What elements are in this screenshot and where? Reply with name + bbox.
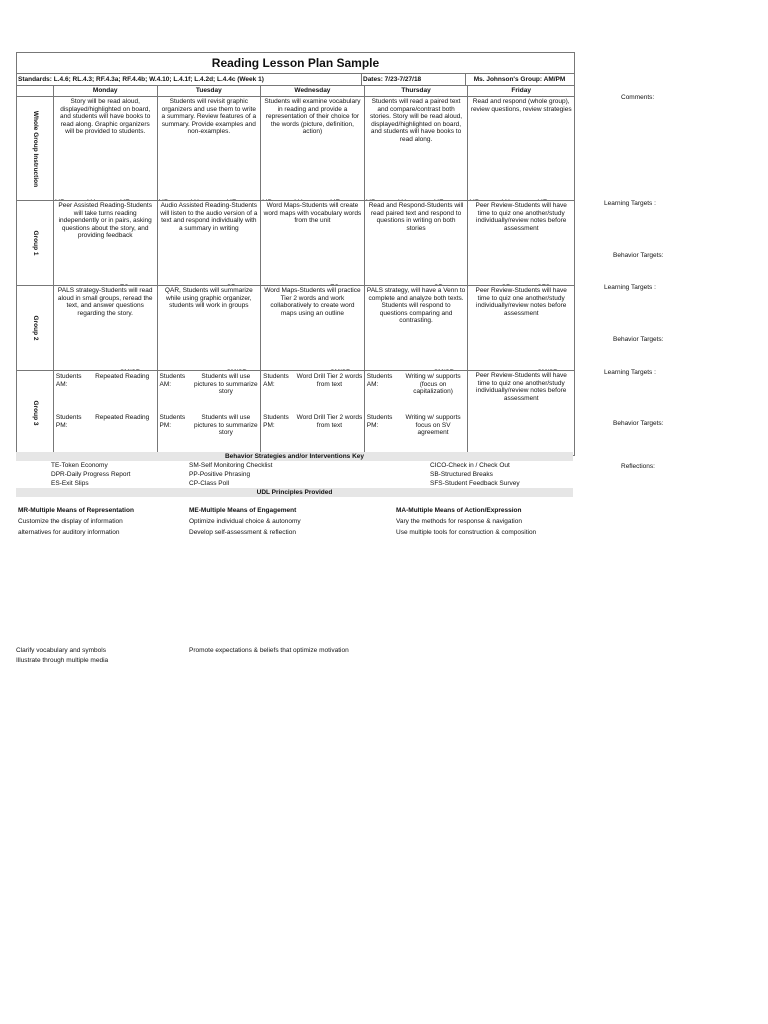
g1-thursday: Read and Respond-Students will read paired text and respond to questions in writing on both stories [365, 201, 469, 285]
g1-friday: Peer Review-Students will have time to quiz one another/study individually/review notes before assessment [475, 202, 567, 232]
behavior-key: Behavior Strategies and/or Interventions Key TE-Token Economy SM-Self Monitoring Checklist CICO-Check in / Check Out DPR-Daily Progress Report PP-Positive Phrasing SB-Structured Breaks ES-Exit Slips CP-Class Poll SFS-Student Feedback Survey UDL Principles Provided [16, 452, 573, 497]
page-title: Reading Lesson Plan Sample [17, 53, 574, 74]
behavior-targets-g2: Behavior Targets: [613, 336, 664, 343]
row-label-group-1: Group 1 [17, 201, 54, 285]
key-title: Behavior Strategies and/or Interventions Key [16, 452, 573, 461]
lesson-plan-table [16, 52, 575, 456]
g2-thursday: PALS strategy, will have a Venn to complete and analyze both texts. Students will respond to questions comparing and contrasting. [365, 286, 469, 370]
standards-cell: Standards: L.4.6; RL.4.3; RF.4.3a; RF.4.4b; W.4.10; L.4.1f; L.4.2d; L.4.4c (Week 1) [17, 74, 362, 85]
whole-friday: Read and respond (whole group), review questions, review strategies [470, 98, 572, 113]
whole-monday: Story will be read aloud, displayed/highlighted on board, and students will have books to read along. Graphic organizers will be provided to students. [54, 97, 158, 200]
g1-monday: Peer Assisted Reading-Students will take turns reading independently or in pairs, asking questions about the story, and providing feedback [54, 201, 158, 285]
g2-wednesday: Word Maps-Students will practice Tier 2 words and work collaboratively to create word maps using an outline [261, 286, 365, 370]
whole-tuesday: Students will revisit graphic organizers and use them to write a summary. Review features of a summary. Provide examples and non-examples. [158, 97, 262, 200]
learning-targets-g3: Learning Targets : [604, 369, 656, 376]
udl-row-4: Illustrate through multiple media [16, 657, 109, 664]
g2-friday: Peer Review-Students will have time to quiz one another/study individually/review notes before assessment [475, 287, 567, 317]
g3-thursday: Students AM: Writing w/ supports (focus on capitalization) Students PM: Writing w/ supports focus on SV agreement [365, 371, 469, 455]
g2-monday: PALS strategy-Students will read aloud in small groups, reread the text, and answer questions regarding the story. [54, 286, 158, 370]
dates-cell: Dates: 7/23-7/27/18 [362, 74, 466, 85]
teacher-cell: Ms. Johnson's Group: AM/PM [473, 76, 566, 83]
g3-monday: Students AM: Repeated Reading Students PM: Repeated Reading [54, 371, 158, 455]
g3-friday: Peer Review-Students will have time to quiz one another/study individually/review notes before assessment [475, 372, 567, 402]
whole-wednesday: Students will examine vocabulary in reading and provide a representation of their choice for the words (picture, definition, action) [261, 97, 365, 200]
g1-tuesday: Audio Assisted Reading-Students will listen to the audio version of a text and respond individually with a summary in writing [158, 201, 262, 285]
reflections-label: Reflections: [621, 463, 655, 470]
comments-label: Comments: [621, 94, 655, 101]
day-friday: Friday [511, 87, 531, 94]
udl-principles: MR-Multiple Means of Representation ME-Multiple Means of Engagement MA-Multiple Means of Action/Expression Customize the display of information Optimize individual choice & autonomy Vary the methods for response & navigation alternatives for auditory information Develop self-assessment & reflection Use multiple tools for construction & composition [18, 507, 537, 536]
g1-wednesday: Word Maps-Students will create word maps with vocabulary words from the unit [261, 201, 365, 285]
udl-row-3: Clarify vocabulary and symbols Promote expectations & beliefs that optimize motivation [16, 647, 349, 654]
day-wednesday: Wednesday [261, 86, 365, 96]
corner-cell [17, 86, 54, 96]
behavior-targets-g1: Behavior Targets: [613, 252, 664, 259]
day-monday: Monday [54, 86, 158, 96]
day-thursday: Thursday [365, 86, 469, 96]
day-tuesday: Tuesday [158, 86, 262, 96]
g2-tuesday: QAR, Students will summarize while using graphic organizer, students will work in groups [158, 286, 262, 370]
behavior-targets-g3: Behavior Targets: [613, 420, 664, 427]
learning-targets-g1: Learning Targets : [604, 200, 656, 207]
row-label-whole-group: Whole Group Instruction [17, 97, 54, 200]
whole-thursday: Students will read a paired text and compare/contrast both stories. Story will be read aloud, displayed/highlighted on board, and students will have books to read along. [365, 97, 469, 200]
udl-title: UDL Principles Provided [16, 488, 573, 497]
g3-wednesday: Students AM: Word Drill Tier 2 words from text Students PM: Word Drill Tier 2 words from text [261, 371, 365, 455]
row-label-group-3: Group 3 [17, 371, 54, 455]
row-label-group-2: Group 2 [17, 286, 54, 370]
learning-targets-g2: Learning Targets : [604, 284, 656, 291]
g3-tuesday: Students AM: Students will use pictures to summarize story Students PM: Students will use pictures to summarize story [158, 371, 262, 455]
